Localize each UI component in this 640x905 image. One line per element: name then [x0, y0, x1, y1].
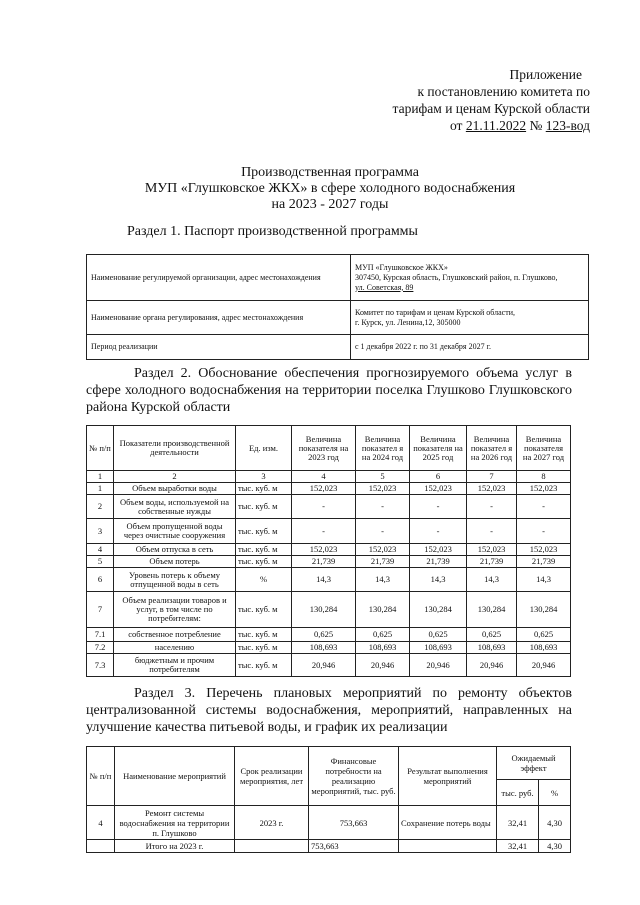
section1-heading: Раздел 1. Паспорт производственной программы — [127, 224, 418, 239]
total-empty — [399, 840, 497, 853]
row-value: 152,023 — [292, 544, 356, 556]
table-row — [87, 592, 571, 628]
header-cell: № п/п — [87, 747, 115, 806]
passport-value-line: 307450, Курская область, Глушковский район, п. Глушково, — [355, 272, 558, 282]
column-number: 6 — [410, 471, 467, 483]
appendix-number: 123-вод — [545, 118, 590, 133]
header-cell: тыс. руб. — [497, 780, 539, 806]
total-effect-pct: 4,30 — [539, 840, 571, 853]
row-value: 130,284 — [410, 592, 467, 628]
row-value: 152,023 — [467, 483, 517, 495]
row-value: 152,023 — [517, 483, 571, 495]
header-cell: Ожидаемый эффект — [497, 747, 571, 780]
table-row — [87, 642, 571, 654]
row-name: Объем реализации товаров и услуг, в том числе по потребителям: — [114, 592, 236, 628]
row-value: 130,284 — [467, 592, 517, 628]
row-value: - — [467, 495, 517, 519]
row-value: 130,284 — [356, 592, 410, 628]
row-number: 6 — [87, 568, 114, 592]
header-cell: Срок реализации мероприятия, лет — [235, 747, 309, 806]
row-value: 0,625 — [356, 628, 410, 642]
row-number: 7.1 — [87, 628, 114, 642]
section3-heading: Раздел 3. Перечень плановых мероприятий по ремонту объектов централизованной системы водоснабжения, мероприятий, направленных на улучшение качества питьевой воды, и график их реализации — [86, 686, 572, 735]
column-number: 4 — [292, 471, 356, 483]
title-line-1: Производственная программа — [241, 165, 419, 180]
passport-label: Период реализации — [87, 335, 351, 360]
appendix-line-2: к постановлению комитета по — [417, 84, 590, 99]
row-value: - — [410, 495, 467, 519]
row-value: - — [292, 495, 356, 519]
row-effect-pct: 4,30 — [539, 806, 571, 840]
row-value: 152,023 — [410, 483, 467, 495]
row-name: населению — [114, 642, 236, 654]
total-empty — [235, 840, 309, 853]
title-line-2: МУП «Глушковское ЖКХ» в сфере холодного водоснабжения — [144, 181, 516, 196]
row-value: 0,625 — [517, 628, 571, 642]
passport-label: Наименование органа регулирования, адрес местонахождения — [87, 301, 351, 335]
row-value: 108,693 — [410, 642, 467, 654]
row-value: 152,023 — [356, 544, 410, 556]
row-value: 130,284 — [292, 592, 356, 628]
row-value: 14,3 — [410, 568, 467, 592]
total-row — [87, 840, 571, 853]
table-row — [87, 483, 571, 495]
row-name: Объем воды, используемой на собственные нужды — [114, 495, 236, 519]
column-number: 3 — [236, 471, 292, 483]
row-value: 108,693 — [292, 642, 356, 654]
total-label: Итого на 2023 г. — [115, 840, 235, 853]
row-value: - — [467, 519, 517, 544]
row-value: - — [356, 519, 410, 544]
passport-value — [351, 335, 589, 360]
row-unit: тыс. куб. м — [236, 654, 292, 677]
column-number: 5 — [356, 471, 410, 483]
row-name: Ремонт системы водоснабжения на территории п. Глушково — [115, 806, 235, 840]
appendix-date: 21.11.2022 — [465, 118, 527, 133]
header-cell: Показатели производственной деятельности — [114, 426, 236, 471]
table-row — [87, 806, 571, 840]
row-unit: тыс. куб. м — [236, 642, 292, 654]
row-number: 7 — [87, 592, 114, 628]
table-row — [87, 556, 571, 568]
row-value: 0,625 — [410, 628, 467, 642]
header-cell: Величина показателя на 2027 год — [517, 426, 571, 471]
section2-heading: Раздел 2. Обоснование обеспечения прогнозируемого объема услуг в сфере холодного водоснабжения на территории поселка Глушково Глушковского района Курской области — [86, 366, 572, 415]
passport-value-line: МУП «Глушковское ЖКХ» — [355, 262, 448, 272]
row-unit: тыс. куб. м — [236, 628, 292, 642]
row-value: 14,3 — [517, 568, 571, 592]
row-value: - — [410, 519, 467, 544]
row-number: 4 — [87, 544, 114, 556]
column-number: 7 — [467, 471, 517, 483]
row-name: бюджетным и прочим потребителям — [114, 654, 236, 677]
row-value: - — [356, 495, 410, 519]
column-number: 1 — [87, 471, 114, 483]
passport-value — [351, 301, 589, 335]
row-value: 20,946 — [356, 654, 410, 677]
column-number: 2 — [114, 471, 236, 483]
appendix-number-sign: № — [529, 118, 543, 133]
table-row — [87, 519, 571, 544]
row-finance: 753,663 — [309, 806, 399, 840]
row-period: 2023 г. — [235, 806, 309, 840]
appendix-title: Приложение — [509, 67, 582, 82]
row-name: Уровень потерь к объему отпущенной воды в сеть — [114, 568, 236, 592]
header-cell: Величина показателя на 2023 год — [292, 426, 356, 471]
row-value: 21,739 — [410, 556, 467, 568]
header-cell: Результат выполнения мероприятий — [399, 747, 497, 806]
row-value: 108,693 — [517, 642, 571, 654]
row-number: 7.2 — [87, 642, 114, 654]
column-number-row — [87, 471, 571, 483]
appendix-from: от — [449, 118, 463, 133]
table-row — [87, 255, 589, 301]
row-value: - — [517, 519, 571, 544]
table-row — [87, 301, 589, 335]
header-cell: Финансовые потребности на реализацию мероприятий, тыс. руб. — [309, 747, 399, 806]
row-value: 152,023 — [356, 483, 410, 495]
passport-value-line: г. Курск, ул. Ленина,12, 305000 — [355, 317, 461, 327]
passport-value — [351, 255, 589, 301]
header-cell: Величина показателя на 2025 год — [410, 426, 467, 471]
row-value: - — [517, 495, 571, 519]
measures-table — [86, 746, 571, 853]
row-value: - — [292, 519, 356, 544]
row-unit: тыс. куб. м — [236, 483, 292, 495]
appendix-line-4 — [360, 117, 590, 134]
row-value: 130,284 — [517, 592, 571, 628]
row-value: 108,693 — [467, 642, 517, 654]
row-value: 20,946 — [467, 654, 517, 677]
row-number: 7.3 — [87, 654, 114, 677]
production-table — [86, 425, 571, 677]
row-value: 0,625 — [292, 628, 356, 642]
header-cell: № п/п — [87, 426, 114, 471]
appendix-block — [360, 66, 590, 134]
row-name: Объем отпуска в сеть — [114, 544, 236, 556]
document-title — [60, 165, 600, 213]
row-value: 108,693 — [356, 642, 410, 654]
row-value: 152,023 — [467, 544, 517, 556]
row-value: 20,946 — [410, 654, 467, 677]
row-value: 21,739 — [356, 556, 410, 568]
row-number: 2 — [87, 495, 114, 519]
total-finance: 753,663 — [309, 840, 399, 853]
header-cell: Наименование мероприятий — [115, 747, 235, 806]
row-result: Сохранение потерь воды — [399, 806, 497, 840]
row-value: 21,739 — [467, 556, 517, 568]
row-value: 21,739 — [292, 556, 356, 568]
row-number: 3 — [87, 519, 114, 544]
table-row — [87, 654, 571, 677]
row-unit: тыс. куб. м — [236, 556, 292, 568]
passport-label: Наименование регулируемой организации, адрес местонахождения — [87, 255, 351, 301]
column-number: 8 — [517, 471, 571, 483]
total-empty — [87, 840, 115, 853]
row-value: 152,023 — [410, 544, 467, 556]
header-cell: Ед. изм. — [236, 426, 292, 471]
row-value: 21,739 — [517, 556, 571, 568]
row-value: 0,625 — [467, 628, 517, 642]
table-header-row — [87, 426, 571, 471]
row-unit: % — [236, 568, 292, 592]
row-name: Объем пропущенной воды через очистные сооружения — [114, 519, 236, 544]
row-value: 14,3 — [356, 568, 410, 592]
row-effect-rub: 32,41 — [497, 806, 539, 840]
table-row — [87, 568, 571, 592]
table-row — [87, 495, 571, 519]
passport-table — [86, 254, 589, 360]
table-row — [87, 544, 571, 556]
row-value: 152,023 — [517, 544, 571, 556]
appendix-line-3: тарифам и ценам Курской области — [392, 101, 590, 116]
row-value: 20,946 — [517, 654, 571, 677]
row-name: Объем потерь — [114, 556, 236, 568]
row-number: 5 — [87, 556, 114, 568]
row-number: 4 — [87, 806, 115, 840]
table-row — [87, 335, 589, 360]
row-value: 152,023 — [292, 483, 356, 495]
total-effect-rub: 32,41 — [497, 840, 539, 853]
row-value: 14,3 — [467, 568, 517, 592]
header-cell: Величина показател я на 2026 год — [467, 426, 517, 471]
row-name: собственное потребление — [114, 628, 236, 642]
row-unit: тыс. куб. м — [236, 519, 292, 544]
passport-value-line: с 1 декабря 2022 г. по 31 декабря 2027 г. — [355, 342, 491, 351]
row-name: Объем выработки воды — [114, 483, 236, 495]
row-unit: тыс. куб. м — [236, 544, 292, 556]
row-value: 14,3 — [292, 568, 356, 592]
table-header-row — [87, 747, 571, 780]
header-cell: % — [539, 780, 571, 806]
passport-value-line: ул. Советская, 89 — [355, 282, 414, 292]
row-unit: тыс. куб. м — [236, 495, 292, 519]
header-cell: Величина показател я на 2024 год — [356, 426, 410, 471]
row-value: 20,946 — [292, 654, 356, 677]
table-row — [87, 628, 571, 642]
passport-value-line: Комитет по тарифам и ценам Курской области, — [355, 307, 515, 317]
row-number: 1 — [87, 483, 114, 495]
row-unit: тыс. куб. м — [236, 592, 292, 628]
title-line-3: на 2023 - 2027 годы — [271, 197, 389, 212]
